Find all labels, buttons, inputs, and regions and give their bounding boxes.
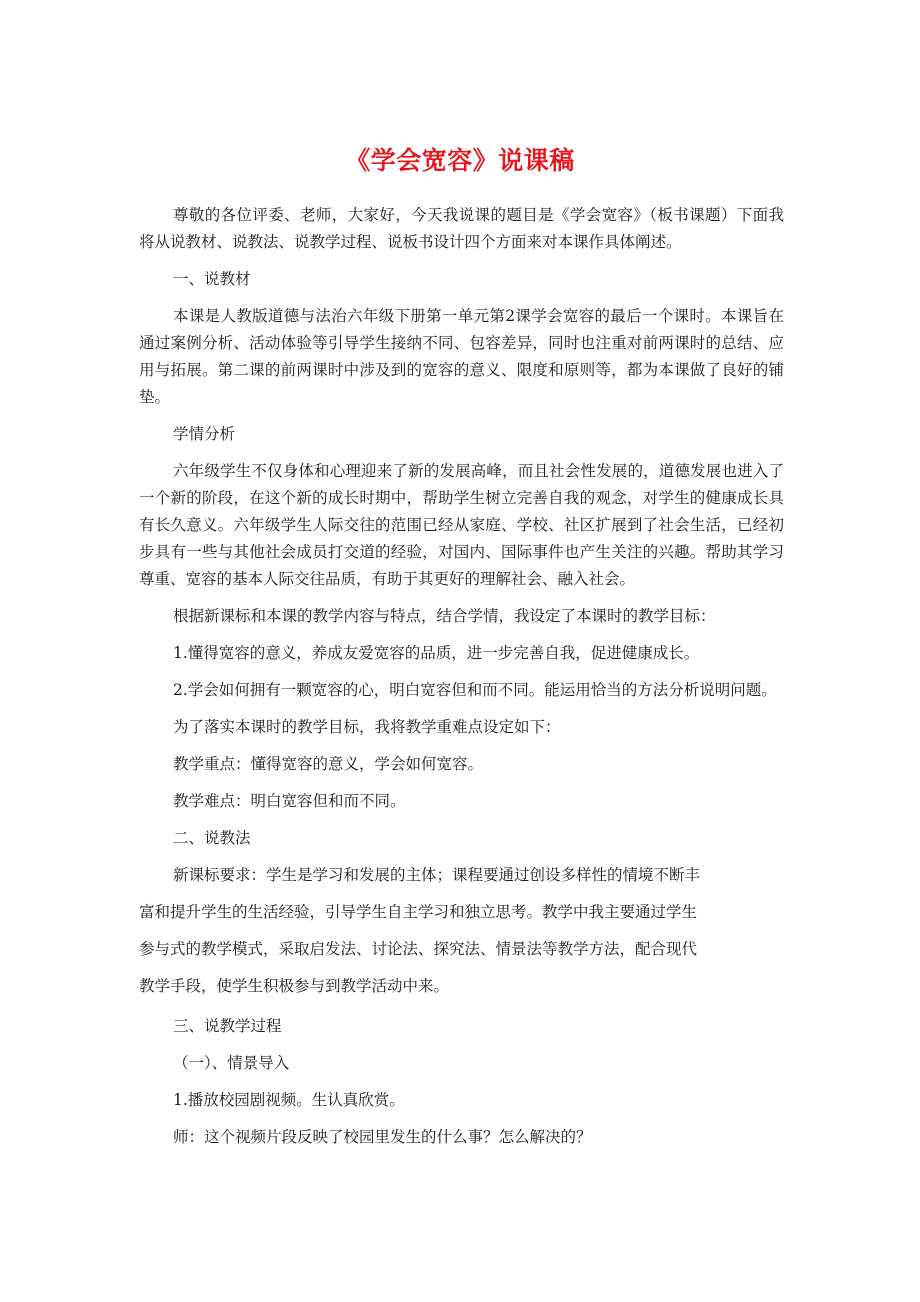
key-points-intro: 为了落实本课时的教学目标，我将教学重难点设定如下： — [173, 718, 561, 736]
intro-paragraph: 尊敬的各位评委、老师，大家好，今天我说课的题目是《学会宽容》（板书课题）下面我将从说教材、说教法、说教学过程、说板书设计四个方面来对本课作具体阐述。 — [139, 206, 784, 251]
textbook-paragraph: 本课是人教版道德与法治六年级下册第一单元第2课学会宽容的最后一个课时。本课旨在通过案例分析、活动体验等引导学生接纳不同、包容差异，同时也注重对前两课时的总结、应用与拓展。第二课的前两课时中涉及到的宽容的意义、限度和原则等，都为本课做了良好的铺垫。 — [139, 307, 784, 406]
key-point: 教学重点：懂得宽容的意义，学会如何宽容。 — [173, 755, 484, 773]
subsection-heading-situation: （一）、情景导入 — [173, 1054, 290, 1072]
teacher-question: 师：这个视频片段反映了校园里发生的什么事？怎么解决的？ — [173, 1128, 592, 1146]
methods-line-4: 教学手段，使学生积极参与到教学活动中来。 — [139, 977, 450, 995]
methods-line-3: 参与式的教学模式，采取启发法、讨论法、探究法、情景法等教学方法，配合现代 — [139, 940, 698, 958]
section-heading-methods: 二、说教法 — [173, 829, 251, 847]
document-body — [139, 202, 784, 1151]
objective-2: 2.学会如何拥有一颗宽容的心，明白宽容但和而不同。能运用恰当的方法分析说明问题。 — [173, 681, 777, 699]
methods-line-2: 富和提升学生的生活经验，引导学生自主学习和独立思考。教学中我主要通过学生 — [139, 903, 698, 921]
document-title: 《学会宽容》说课稿 — [345, 146, 575, 175]
section-heading-process: 三、说教学过程 — [173, 1017, 282, 1035]
section-heading-textbook: 一、说教材 — [173, 270, 251, 288]
objectives-intro: 根据新课标和本课的教学内容与特点，结合学情，我设定了本课时的教学目标： — [173, 607, 716, 625]
methods-line-1: 新课标要求：学生是学习和发展的主体；课程要通过创设多样性的情境不断丰 — [173, 866, 701, 884]
section-heading-learner-analysis: 学情分析 — [173, 425, 236, 443]
methods-paragraph — [139, 862, 784, 1000]
learner-analysis-paragraph: 六年级学生不仅身体和心理迎来了新的发展高峰，而且社会性发展的，道德发展也进入了一个新的阶段，在这个新的成长时期中，帮助学生树立完善自我的观念，对学生的健康成长具有长久意义。六年级学生人际交往的范围已经从家庭、学校、社区扩展到了社会生活，已经初步具有一些与其他社会成员打交道的经验，对国内、国际事件也产生关注的兴趣。帮助其学习尊重、宽容的基本人际交往品质，有助于其更好的理解社会、融入社会。 — [139, 462, 784, 588]
difficult-point: 教学难点：明白宽容但和而不同。 — [173, 792, 406, 810]
objective-1: 1.懂得宽容的意义，养成友爱宽容的品质，进一步完善自我，促进健康成长。 — [173, 644, 700, 662]
process-step-1: 1.播放校园剧视频。生认真欣赏。 — [173, 1091, 405, 1109]
